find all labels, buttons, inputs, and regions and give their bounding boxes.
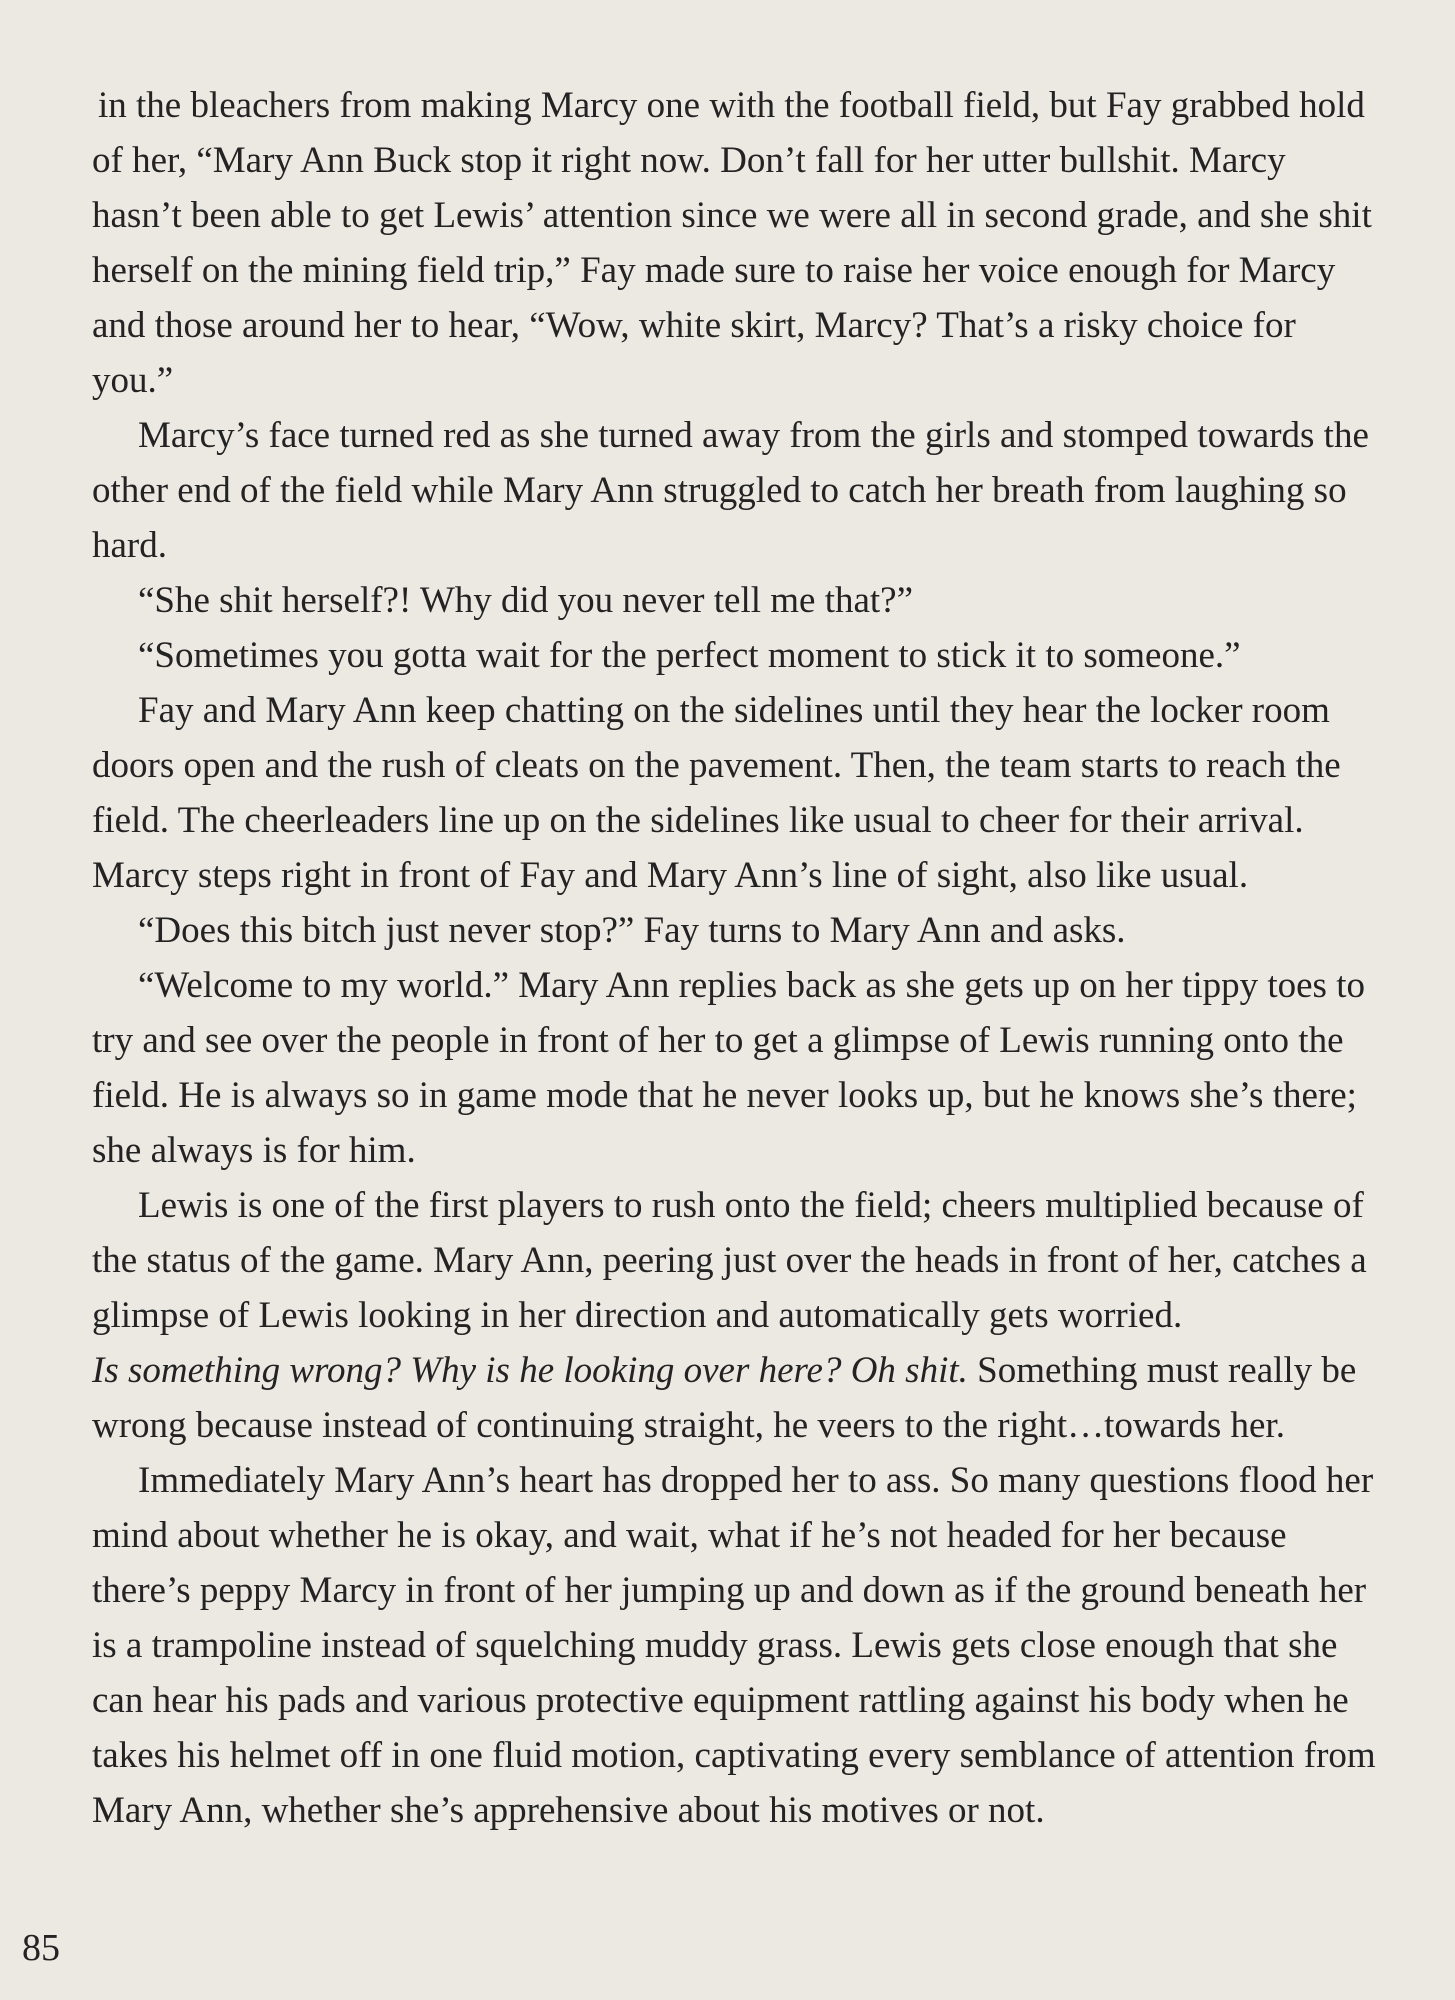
paragraph-5: Fay and Mary Ann keep chatting on the sidelines until they hear the locker room doors open and the rush of cleats on the pavement. Then, the team starts to reach the field. The cheerleaders line up on the sidelines like usual to cheer for their arrival. Marcy steps right in front of Fay and Mary Ann’s line of sight, also like usual. xyxy=(92,690,1341,896)
paragraph-4: “Sometimes you gotta wait for the perfect moment to stick it to someone.” xyxy=(138,635,1241,676)
paragraph-8-tail: Something must really be wrong because instead of continuing straight, he veers to the right…towards her. xyxy=(92,1350,1357,1446)
paragraph-1: in the bleachers from making Marcy one with the football field, but Fay grabbed hold of her, “Mary Ann Buck stop it right now. Don’t fall for her utter bullshit. Marcy hasn’t been able to get Lewis’ attention since we were all in second grade, and she shit herself on the mining field trip,” Fay made sure to raise her voice enough for Marcy and those around her to hear, “Wow, white skirt, Marcy? That’s a risky choice for you.” xyxy=(92,85,1372,401)
paragraph-8 xyxy=(92,1178,1382,1453)
body-text xyxy=(92,78,1382,1838)
paragraph-8-italic-thought: Is something wrong? Why is he looking over here? Oh shit. xyxy=(92,1350,968,1391)
paragraph-6: “Does this bitch just never stop?” Fay turns to Mary Ann and asks. xyxy=(138,910,1126,951)
paragraph-2: Marcy’s face turned red as she turned away from the girls and stomped towards the other end of the field while Mary Ann struggled to catch her breath from laughing so hard. xyxy=(92,415,1369,566)
page-number: 85 xyxy=(22,1927,60,1969)
paragraph-8-lead: Lewis is one of the first players to rush onto the field; cheers multiplied because of the status of the game. Mary Ann, peering just over the heads in front of her, catches a glimpse of Lewis looking in her direction and automatically gets worried. xyxy=(92,1185,1367,1336)
paragraph-7: “Welcome to my world.” Mary Ann replies back as she gets up on her tippy toes to try and see over the people in front of her to get a glimpse of Lewis running onto the field. He is always so in game mode that he never looks up, but he knows she’s there; she always is for him. xyxy=(92,965,1365,1171)
paragraph-3: “She shit herself?! Why did you never tell me that?” xyxy=(138,580,914,621)
paragraph-9: Immediately Mary Ann’s heart has dropped her to ass. So many questions flood her mind about whether he is okay, and wait, what if he’s not headed for her because there’s peppy Marcy in front of her jumping up and down as if the ground beneath her is a trampoline instead of squelching muddy grass. Lewis gets close enough that she can hear his pads and various protective equipment rattling against his body when he takes his helmet off in one fluid motion, captivating every semblance of attention from Mary Ann, whether she’s apprehensive about his motives or not. xyxy=(92,1460,1376,1831)
